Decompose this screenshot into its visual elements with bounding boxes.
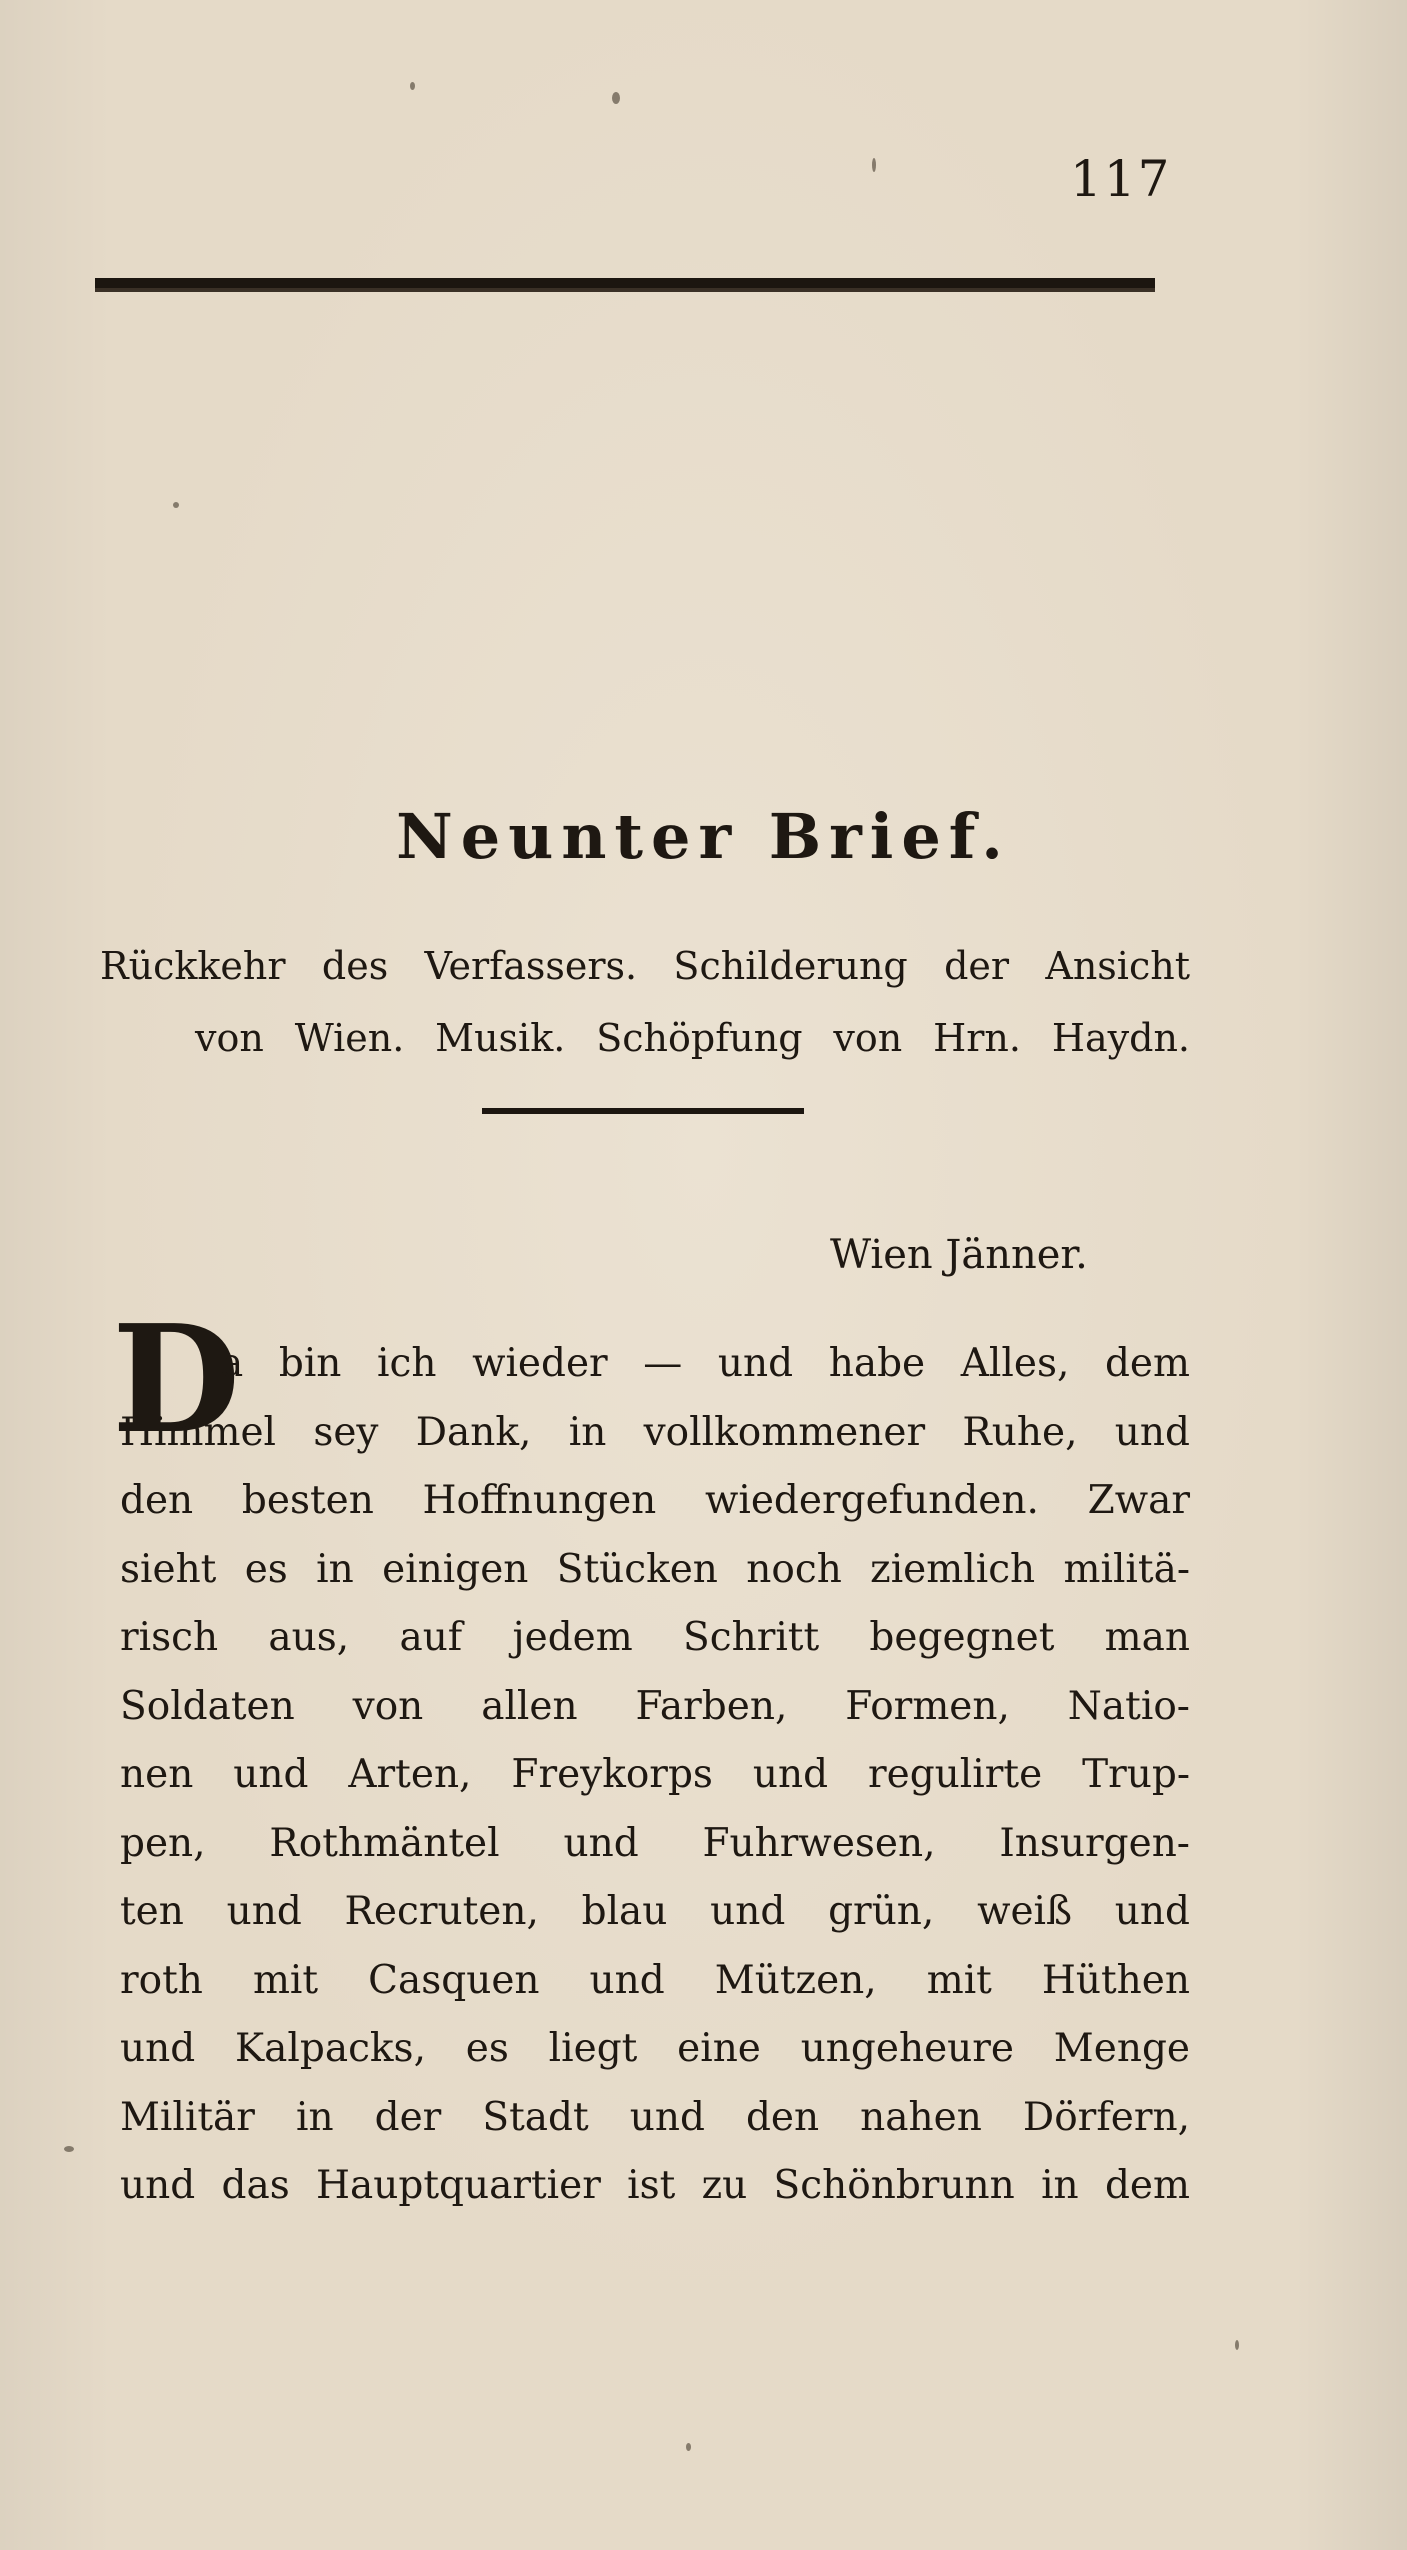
text-line: nen und Arten, Freykorps und regulirte Trup-	[120, 1752, 1190, 1797]
letter-body	[120, 1330, 1190, 2221]
summary-line: von Wien. Musik. Schöpfung von Hrn. Haydn.	[195, 1016, 1190, 1060]
paper-speck	[1235, 2340, 1239, 2350]
text-line: und Kalpacks, es liegt eine ungeheure Menge	[120, 2026, 1190, 2071]
text-line: ten und Recruten, blau und grün, weiß und	[120, 1889, 1190, 1934]
section-divider	[482, 1108, 804, 1114]
chapter-title: Neunter Brief.	[396, 800, 1011, 873]
letter-dateline: Wien Jänner.	[830, 1232, 1088, 1278]
paper-speck	[173, 502, 179, 508]
text-line: a bin ich wieder — und habe Alles, dem	[220, 1341, 1190, 1386]
summary-line: Rückkehr des Verfassers. Schilderung der Ansicht	[100, 944, 1190, 988]
header-rule	[95, 278, 1155, 292]
text-line: Himmel sey Dank, in vollkommener Ruhe, und	[120, 1409, 1190, 1455]
paper-speck	[410, 82, 415, 90]
paper-speck	[872, 158, 876, 172]
text-line: den besten Hoffnungen wiedergefunden. Zwar	[120, 1478, 1190, 1523]
paper-speck	[612, 92, 620, 104]
paper-speck	[686, 2443, 691, 2451]
text-line: pen, Rothmäntel und Fuhrwesen, Insurgen-	[120, 1820, 1190, 1866]
paper-speck	[64, 2146, 74, 2152]
chapter-summary	[100, 930, 1190, 1074]
text-line: Militär in der Stadt und den nahen Dörfern,	[120, 2094, 1190, 2140]
drop-cap: D	[112, 1292, 241, 1466]
text-line: sieht es in einigen Stücken noch ziemlich militä-	[120, 1546, 1190, 1592]
text-line: und das Hauptquartier ist zu Schönbrunn in dem	[120, 2163, 1190, 2208]
page-number: 117	[1070, 150, 1172, 208]
text-line: Soldaten von allen Farben, Formen, Natio-	[120, 1683, 1190, 1729]
text-line: risch aus, auf jedem Schritt begegnet man	[120, 1615, 1190, 1660]
text-line: roth mit Casquen und Mützen, mit Hüthen	[120, 1957, 1190, 2003]
